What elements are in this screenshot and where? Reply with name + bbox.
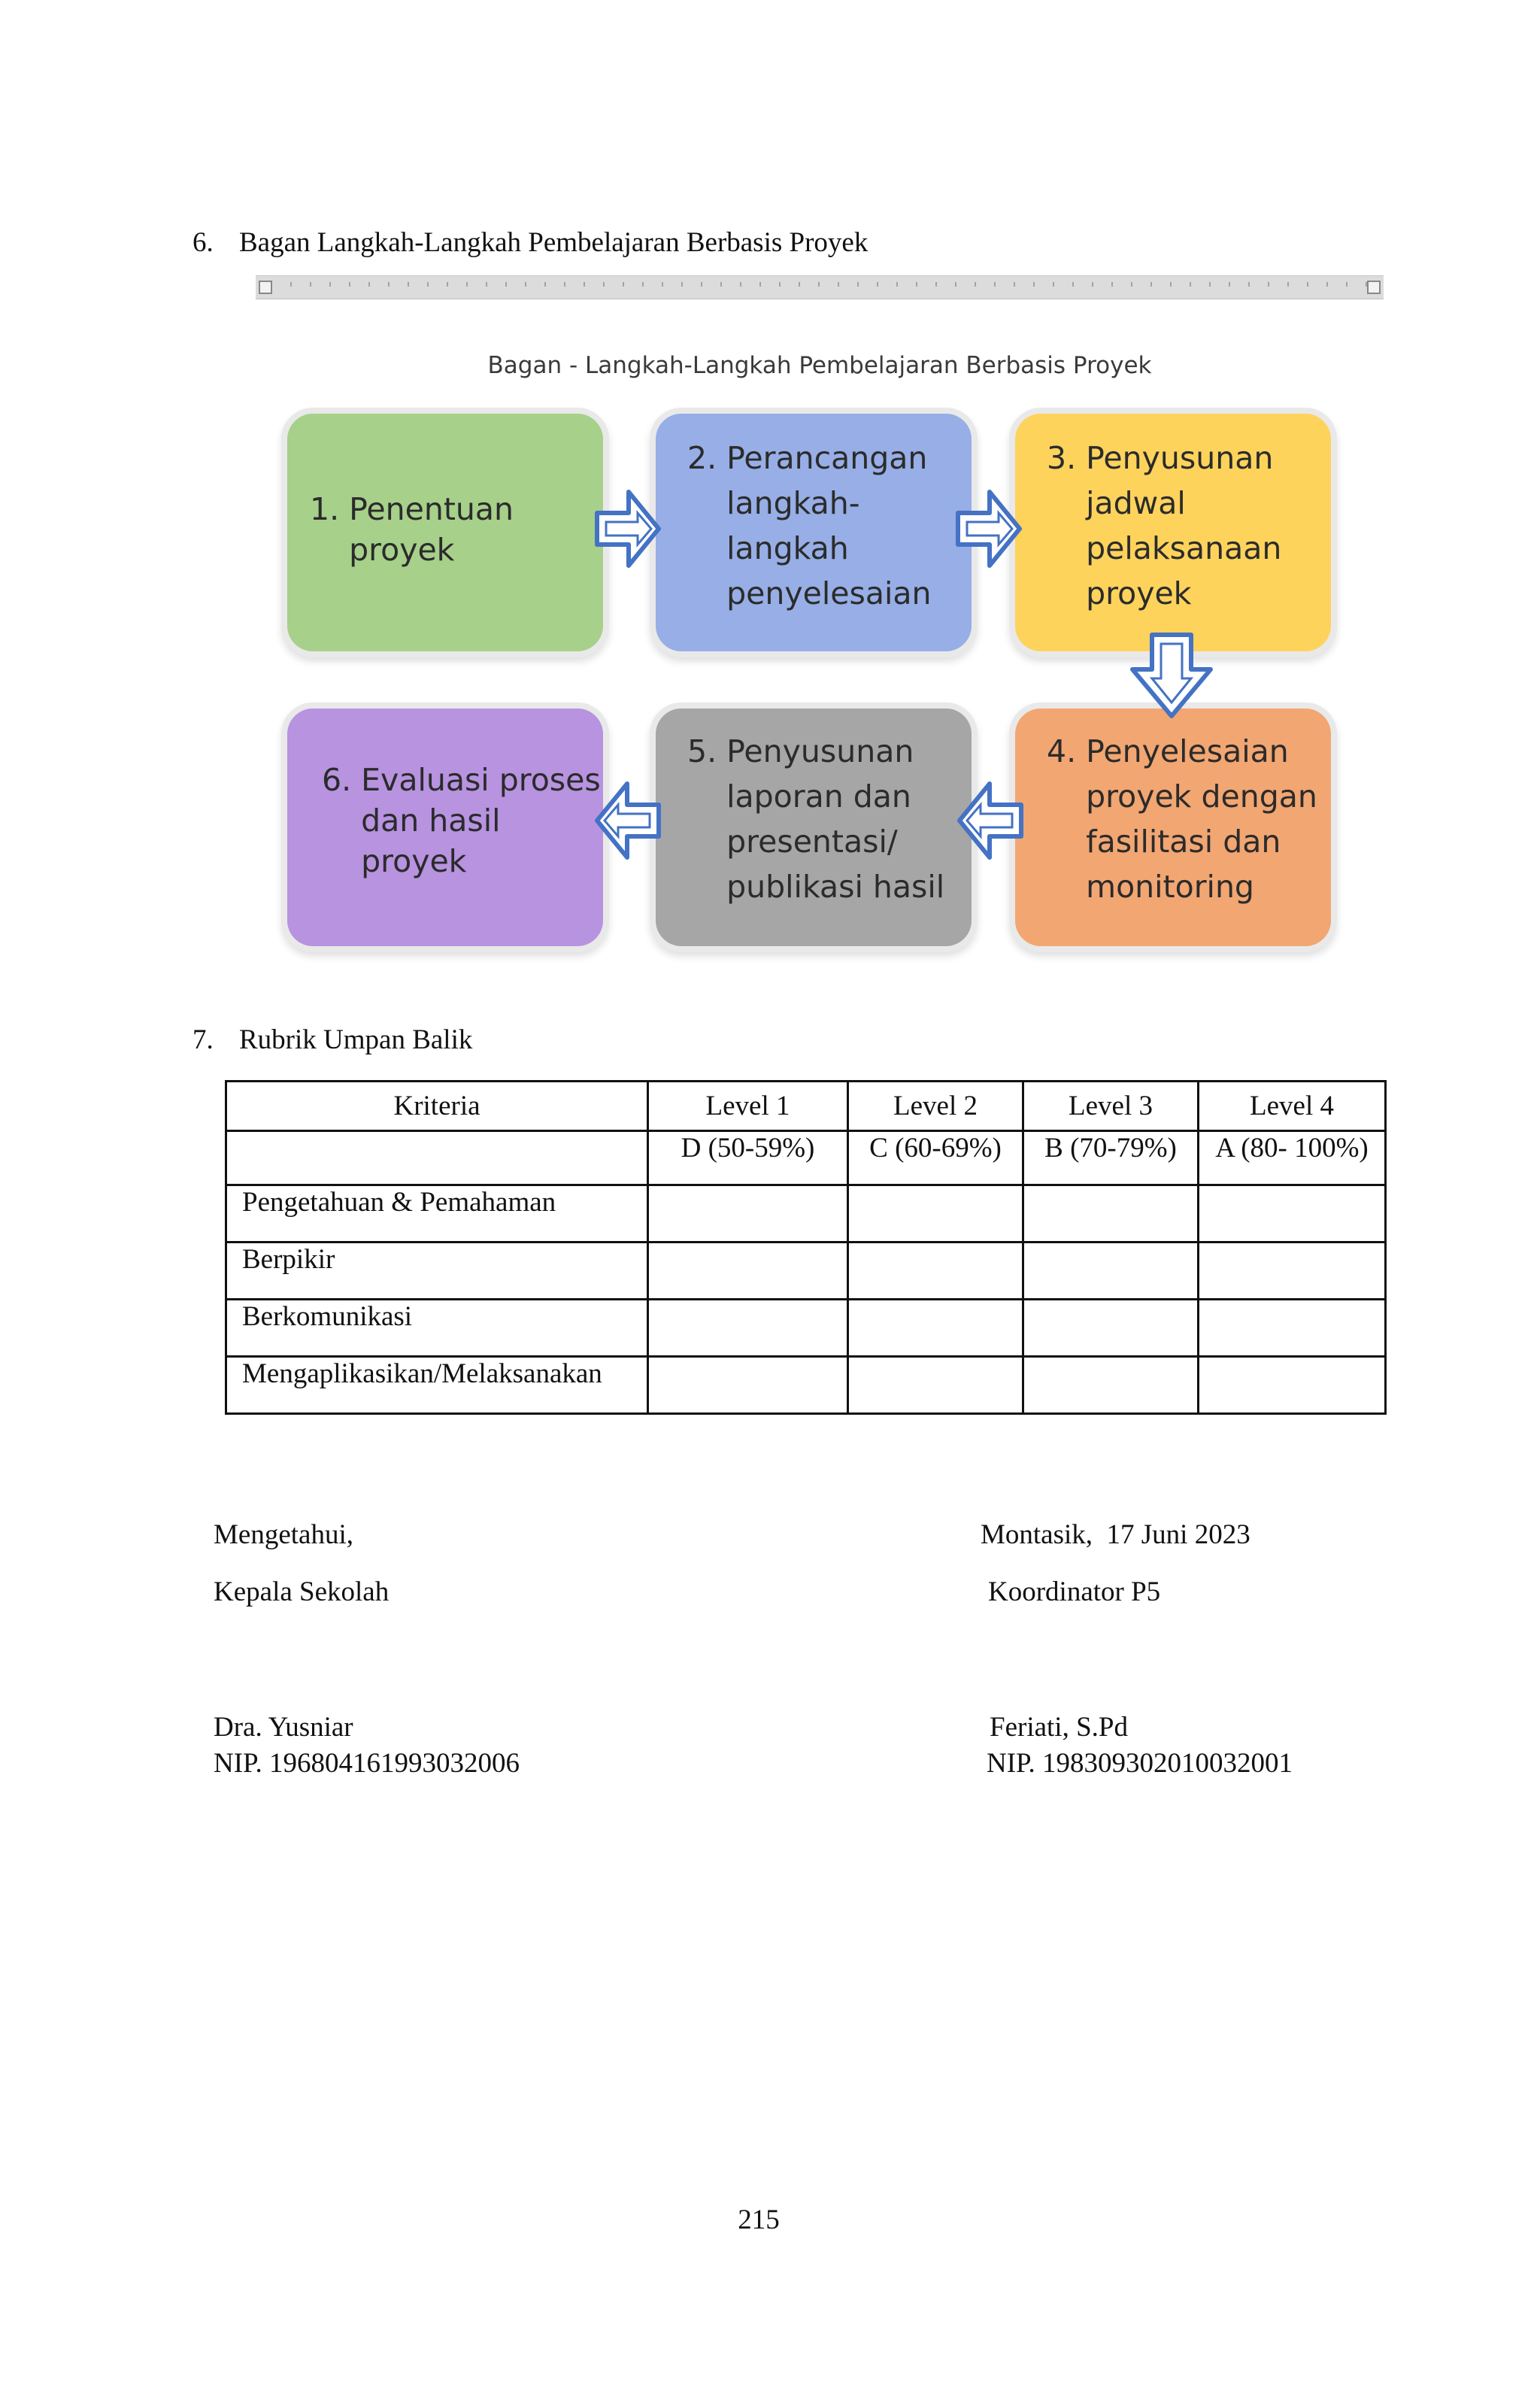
score-cell[interactable] <box>1199 1300 1386 1357</box>
ruler-left-indent-marker <box>259 281 272 294</box>
grade-cell: A (80- 100%) <box>1199 1131 1386 1185</box>
ruler-ticks <box>271 282 1369 287</box>
page-number: 215 <box>738 2204 780 2235</box>
section-number: 7. <box>192 1024 214 1055</box>
step-box-2 <box>656 414 972 651</box>
step-3-line-2: jadwal <box>1047 485 1186 521</box>
section-title: Bagan Langkah-Langkah Pembelajaran Berbasis Proyek <box>239 227 869 258</box>
score-cell[interactable] <box>1199 1357 1386 1414</box>
score-cell[interactable] <box>1023 1357 1199 1414</box>
step-6-line-2: dan hasil <box>322 803 501 839</box>
step-4-line-2: proyek dengan <box>1047 778 1317 815</box>
step-box-5 <box>656 708 972 946</box>
right-signature-role: Koordinator P5 <box>988 1576 1161 1607</box>
score-cell[interactable] <box>1199 1185 1386 1243</box>
section-7-heading <box>192 1026 472 1054</box>
score-cell[interactable] <box>1023 1185 1199 1243</box>
step-box-1 <box>287 414 603 651</box>
grade-cell <box>226 1131 648 1185</box>
step-2-line-2: langkah- <box>687 485 860 521</box>
score-cell[interactable] <box>848 1185 1023 1243</box>
criteria-cell: Pengetahuan & Pemahaman <box>226 1185 648 1243</box>
left-signature-role: Kepala Sekolah <box>214 1576 390 1607</box>
step-2-line-3: langkah <box>687 530 849 566</box>
grade-row <box>226 1131 1386 1185</box>
score-cell[interactable] <box>1023 1243 1199 1300</box>
table-row <box>226 1300 1386 1357</box>
step-box-4 <box>1015 708 1331 946</box>
header-cell: Level 3 <box>1023 1082 1199 1131</box>
grade-cell: C (60-69%) <box>848 1131 1023 1185</box>
criteria-cell: Mengaplikasikan/Melaksanakan <box>226 1357 648 1414</box>
step-4-line-3: fasilitasi dan <box>1047 824 1281 860</box>
ruler-bar <box>256 275 1384 299</box>
arrow-left-icon <box>956 779 1024 862</box>
ruler-right-indent-marker <box>1367 281 1381 294</box>
diagram-title: Bagan - Langkah-Langkah Pembelajaran Berbasis Proyek <box>487 352 1152 379</box>
step-5-line-2: laporan dan <box>687 778 911 815</box>
step-4-line-4: monitoring <box>1047 869 1254 905</box>
left-signature-line1: Mengetahui, <box>214 1519 353 1550</box>
section-number: 6. <box>192 227 214 258</box>
arrow-right-icon <box>955 487 1023 570</box>
step-3-line-1: 3. Penyusunan <box>1047 440 1274 476</box>
arrow-right-icon <box>594 487 662 570</box>
step-5-line-3: presentasi/ <box>687 824 898 860</box>
score-cell[interactable] <box>1023 1300 1199 1357</box>
right-signature-name: Feriati, S.Pd <box>990 1712 1128 1743</box>
right-signature-nip: NIP. 198309302010032001 <box>987 1748 1293 1779</box>
right-signature-line1: Montasik, 17 Juni 2023 <box>981 1519 1250 1550</box>
table-header-row <box>226 1082 1386 1131</box>
score-cell[interactable] <box>848 1243 1023 1300</box>
table-row <box>226 1243 1386 1300</box>
arrow-left-icon <box>594 779 662 862</box>
score-cell[interactable] <box>648 1300 848 1357</box>
score-cell[interactable] <box>648 1357 848 1414</box>
step-5-line-1: 5. Penyusunan <box>687 733 914 769</box>
arrow-down-icon <box>1128 632 1215 721</box>
grade-cell: B (70-79%) <box>1023 1131 1199 1185</box>
rubric-table <box>225 1080 1387 1415</box>
step-1-line-1: 1. Penentuan <box>310 491 514 527</box>
score-cell[interactable] <box>648 1185 848 1243</box>
step-2-line-1: 2. Perancangan <box>687 440 928 476</box>
header-cell: Level 1 <box>648 1082 848 1131</box>
section-6-heading <box>192 229 868 256</box>
step-6-line-1: 6. Evaluasi proses <box>322 762 601 798</box>
step-box-3 <box>1015 414 1331 651</box>
score-cell[interactable] <box>648 1243 848 1300</box>
header-cell: Level 4 <box>1199 1082 1386 1131</box>
step-3-line-3: pelaksanaan <box>1047 530 1282 566</box>
step-1-line-2: proyek <box>310 532 455 568</box>
table-row <box>226 1185 1386 1243</box>
step-5-line-4: publikasi hasil <box>687 869 945 905</box>
score-cell[interactable] <box>848 1357 1023 1414</box>
score-cell[interactable] <box>848 1300 1023 1357</box>
criteria-cell: Berpikir <box>226 1243 648 1300</box>
step-2-line-4: penyelesaian <box>687 575 932 611</box>
criteria-cell: Berkomunikasi <box>226 1300 648 1357</box>
grade-cell: D (50-59%) <box>648 1131 848 1185</box>
left-signature-name: Dra. Yusniar <box>214 1712 353 1743</box>
left-signature-nip: NIP. 196804161993032006 <box>214 1748 520 1779</box>
header-cell: Kriteria <box>226 1082 648 1131</box>
step-6-line-3: proyek <box>322 843 467 879</box>
step-box-6 <box>287 708 603 946</box>
score-cell[interactable] <box>1199 1243 1386 1300</box>
table-row <box>226 1357 1386 1414</box>
header-cell: Level 2 <box>848 1082 1023 1131</box>
section-title: Rubrik Umpan Balik <box>239 1024 473 1055</box>
step-3-line-4: proyek <box>1047 575 1192 611</box>
step-4-line-1: 4. Penyelesaian <box>1047 733 1289 769</box>
